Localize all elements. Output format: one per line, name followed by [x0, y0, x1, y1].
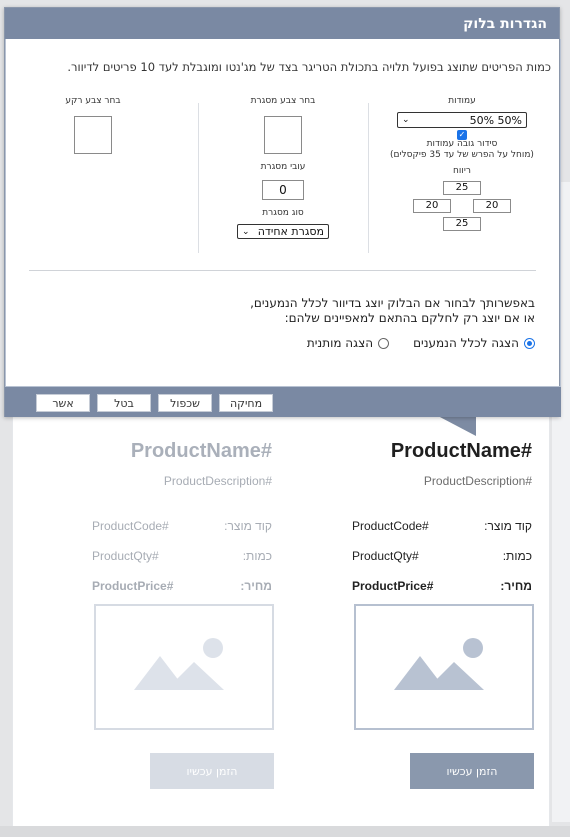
- spacing-right-input[interactable]: 20: [473, 199, 511, 213]
- border-type-select[interactable]: [237, 224, 329, 239]
- background-color-label: בחר צבע רקע: [65, 96, 121, 106]
- radio-show-all-circle[interactable]: [524, 338, 535, 349]
- spacing-bottom-input[interactable]: 25: [443, 217, 481, 231]
- product-qty-row: [352, 541, 532, 571]
- product-qty-value: #ProductQty: [92, 549, 159, 563]
- product-description: #ProductDescription: [163, 474, 272, 488]
- order-now-button[interactable]: הזמן עכשיו: [410, 753, 534, 789]
- chevron-down-icon: ⌄: [242, 226, 250, 237]
- product-price-label: מחיר:: [240, 579, 272, 593]
- border-thickness-input[interactable]: 0: [262, 180, 304, 200]
- stack-columns-checkbox[interactable]: ✓: [458, 130, 466, 139]
- product-qty-label: כמות:: [242, 549, 272, 563]
- visibility-note-line-2: או אם יוצג רק לחלקם בהתאם למאפיינים שלהם:: [284, 311, 535, 325]
- product-code-label: קוד מוצר:: [484, 519, 532, 533]
- product-code-row: [352, 511, 532, 541]
- block-settings-dialog: [4, 7, 560, 417]
- product-code-value: #ProductCode: [92, 519, 169, 533]
- image-placeholder-icon: [96, 606, 272, 728]
- radio-conditional-label: הצגה מותנית: [306, 336, 374, 350]
- visibility-radio-group: [307, 336, 535, 350]
- product-image-placeholder[interactable]: [354, 604, 534, 730]
- visibility-note-line-1: באפשרותך לבחור אם הבלוק יוצג בדיוור לכלל הנמענים,: [250, 296, 535, 310]
- section-divider: [368, 103, 369, 253]
- product-qty-value: #ProductQty: [352, 549, 419, 563]
- product-name: #ProductName: [390, 440, 532, 462]
- stack-columns-note: (מוחל על הפרש של עד 35 פיקסלים): [390, 150, 534, 160]
- border-section: [199, 96, 367, 239]
- product-price-label: מחיר:: [500, 579, 532, 593]
- product-price-value: #ProductPrice: [92, 579, 174, 593]
- product-code-value: #ProductCode: [352, 519, 429, 533]
- block-pointer: [438, 416, 476, 436]
- product-column-left[interactable]: [92, 440, 272, 601]
- image-placeholder-icon: [356, 606, 532, 728]
- cancel-button[interactable]: בטל: [97, 394, 151, 412]
- product-code-row: [92, 511, 272, 541]
- stack-columns-label: סידור גובה עמודות: [426, 139, 498, 149]
- radio-conditional-circle[interactable]: [378, 338, 389, 349]
- section-divider: [198, 103, 199, 253]
- radio-conditional[interactable]: [307, 336, 389, 350]
- dialog-footer: [5, 387, 561, 417]
- border-type-select-value: מסגרת אחידה: [257, 225, 324, 238]
- spacing-top-input[interactable]: 25: [443, 181, 481, 195]
- delete-button[interactable]: מחיקה: [219, 394, 273, 412]
- spacing-left-input[interactable]: 20: [413, 199, 451, 213]
- duplicate-button[interactable]: שכפול: [158, 394, 212, 412]
- spacing-label: ריווח: [453, 166, 471, 176]
- columns-label: עמודות: [448, 96, 476, 106]
- product-price-row: [352, 571, 532, 601]
- order-now-button[interactable]: הזמן עכשיו: [150, 753, 274, 789]
- product-description: #ProductDescription: [423, 474, 532, 488]
- product-code-label: קוד מוצר:: [224, 519, 272, 533]
- product-price-row: [92, 571, 272, 601]
- page-bottom-bar: [0, 826, 570, 837]
- border-type-label: סוג מסגרת: [262, 208, 304, 218]
- border-color-label: בחר צבע מסגרת: [250, 96, 316, 106]
- product-price-value: #ProductPrice: [352, 579, 434, 593]
- border-thickness-label: עובי מסגרת: [260, 162, 306, 172]
- dialog-description: כמות הפריטים שתוצג בפועל תלויה בתכולת הטריגר בצד של מג'נטו ומוגבלת לעד 10 פריטים לדיוור.: [67, 60, 551, 74]
- columns-select-value: 50% 50%: [469, 113, 522, 127]
- product-qty-label: כמות:: [502, 549, 532, 563]
- chevron-down-icon: ⌄: [402, 115, 410, 125]
- confirm-button[interactable]: אשר: [36, 394, 90, 412]
- border-color-picker[interactable]: [264, 116, 302, 154]
- columns-select[interactable]: [397, 112, 527, 128]
- divider: [29, 270, 536, 271]
- background-section: [9, 96, 177, 154]
- product-image-placeholder[interactable]: [94, 604, 274, 730]
- product-name: #ProductName: [130, 440, 272, 462]
- dialog-title: הגדרות בלוק: [5, 8, 559, 39]
- radio-show-all[interactable]: [413, 336, 535, 350]
- background-color-picker[interactable]: [74, 116, 112, 154]
- product-qty-row: [92, 541, 272, 571]
- visibility-note: [250, 296, 535, 326]
- columns-section: [379, 96, 545, 231]
- radio-show-all-label: הצגה לכלל הנמענים: [413, 336, 519, 350]
- product-column-right[interactable]: [352, 440, 532, 601]
